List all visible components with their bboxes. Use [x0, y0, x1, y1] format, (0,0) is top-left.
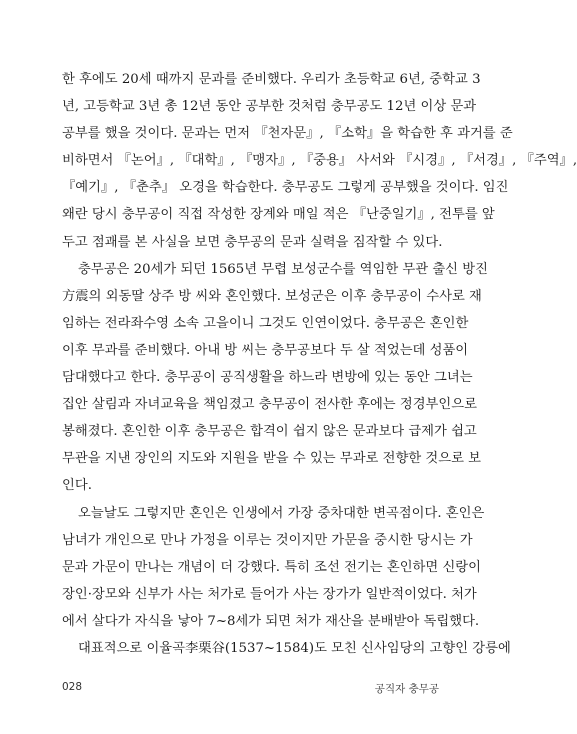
text-line: 집안 살림과 자녀교육을 책임졌고 충무공이 전사한 후에는 정경부인으로 [62, 397, 477, 413]
text-line: 봉해졌다. 혼인한 이후 충무공은 합격이 쉽지 않은 문과보다 급제가 쉽고 [62, 424, 477, 440]
body-text [62, 66, 577, 662]
text-line: 한 후에도 20세 때까지 문과를 준비했다. 우리가 초등학교 6년, 중학교 3 [62, 72, 481, 87]
text-line: 무관을 지낸 장인의 지도와 지원을 받을 수 있는 무과로 전향한 것으로 보 [62, 451, 481, 467]
paragraph-first-line: 오늘날도 그렇지만 혼인은 인생에서 가장 중차대한 변곡점이다. 혼인은 [78, 505, 485, 521]
text-line: 인다. [62, 478, 92, 494]
running-footer-title: 공직자 충무공 [374, 683, 439, 695]
text-line: 두고 점괘를 본 사실을 보면 충무공의 문과 실력을 짐작할 수 있다. [62, 234, 443, 250]
text-line: 『예기』, 『춘추』 오경을 학습한다. 충무공도 그렇게 공부했을 것이다. 임진 [62, 180, 509, 196]
paragraph-first-line: 충무공은 20세가 되던 1565년 무렵 보성군수를 역임한 무관 출신 방진 [78, 261, 488, 277]
text-line: 문과 가문이 만나는 개념이 더 강했다. 특히 조선 전기는 혼인하면 신랑이 [62, 559, 481, 575]
paragraph-first-line: 대표적으로 이율곡李栗谷(1537~1584)도 모친 신사임당의 고향인 강릉에 [78, 640, 511, 656]
text-line: 남녀가 개인으로 만나 가정을 이루는 것이지만 가문을 중시한 당시는 가 [62, 532, 473, 548]
text-line: 비하면서 『논어』, 『대학』, 『맹자』, 『중용』 사서와 『시경』, 『서경』, 『주역』, [62, 153, 577, 169]
text-line: 담대했다고 한다. 충무공이 공직생활을 하느라 변방에 있는 동안 그녀는 [62, 370, 473, 386]
text-line: 년, 고등학교 3년 총 12년 동안 공부한 것처럼 충무공도 12년 이상 문과 [62, 99, 477, 115]
text-line: 공부를 했을 것이다. 문과는 먼저 『천자문』, 『소학』을 학습한 후 과거를 준 [62, 126, 513, 142]
text-line: 이후 무과를 준비했다. 아내 방 씨는 충무공보다 두 살 적었는데 성품이 [62, 342, 469, 358]
text-line: 장인·장모와 신부가 사는 처가로 들어가 사는 장가가 일반적이었다. 처가 [62, 586, 477, 602]
page-number: 028 [62, 681, 83, 693]
text-line: 方震의 외동딸 상주 방 씨와 혼인했다. 보성군은 이후 충무공이 수사로 재 [62, 288, 482, 304]
text-line: 임하는 전라좌수영 소속 고을이니 그것도 인연이었다. 충무공은 혼인한 [62, 315, 469, 331]
text-line: 왜란 당시 충무공이 직접 작성한 장계와 매일 적은 『난중일기』, 전투를 앞 [62, 207, 495, 223]
text-line: 에서 살다가 자식을 낳아 7~8세가 되면 처가 재산을 분배받아 독립했다. [62, 613, 480, 629]
